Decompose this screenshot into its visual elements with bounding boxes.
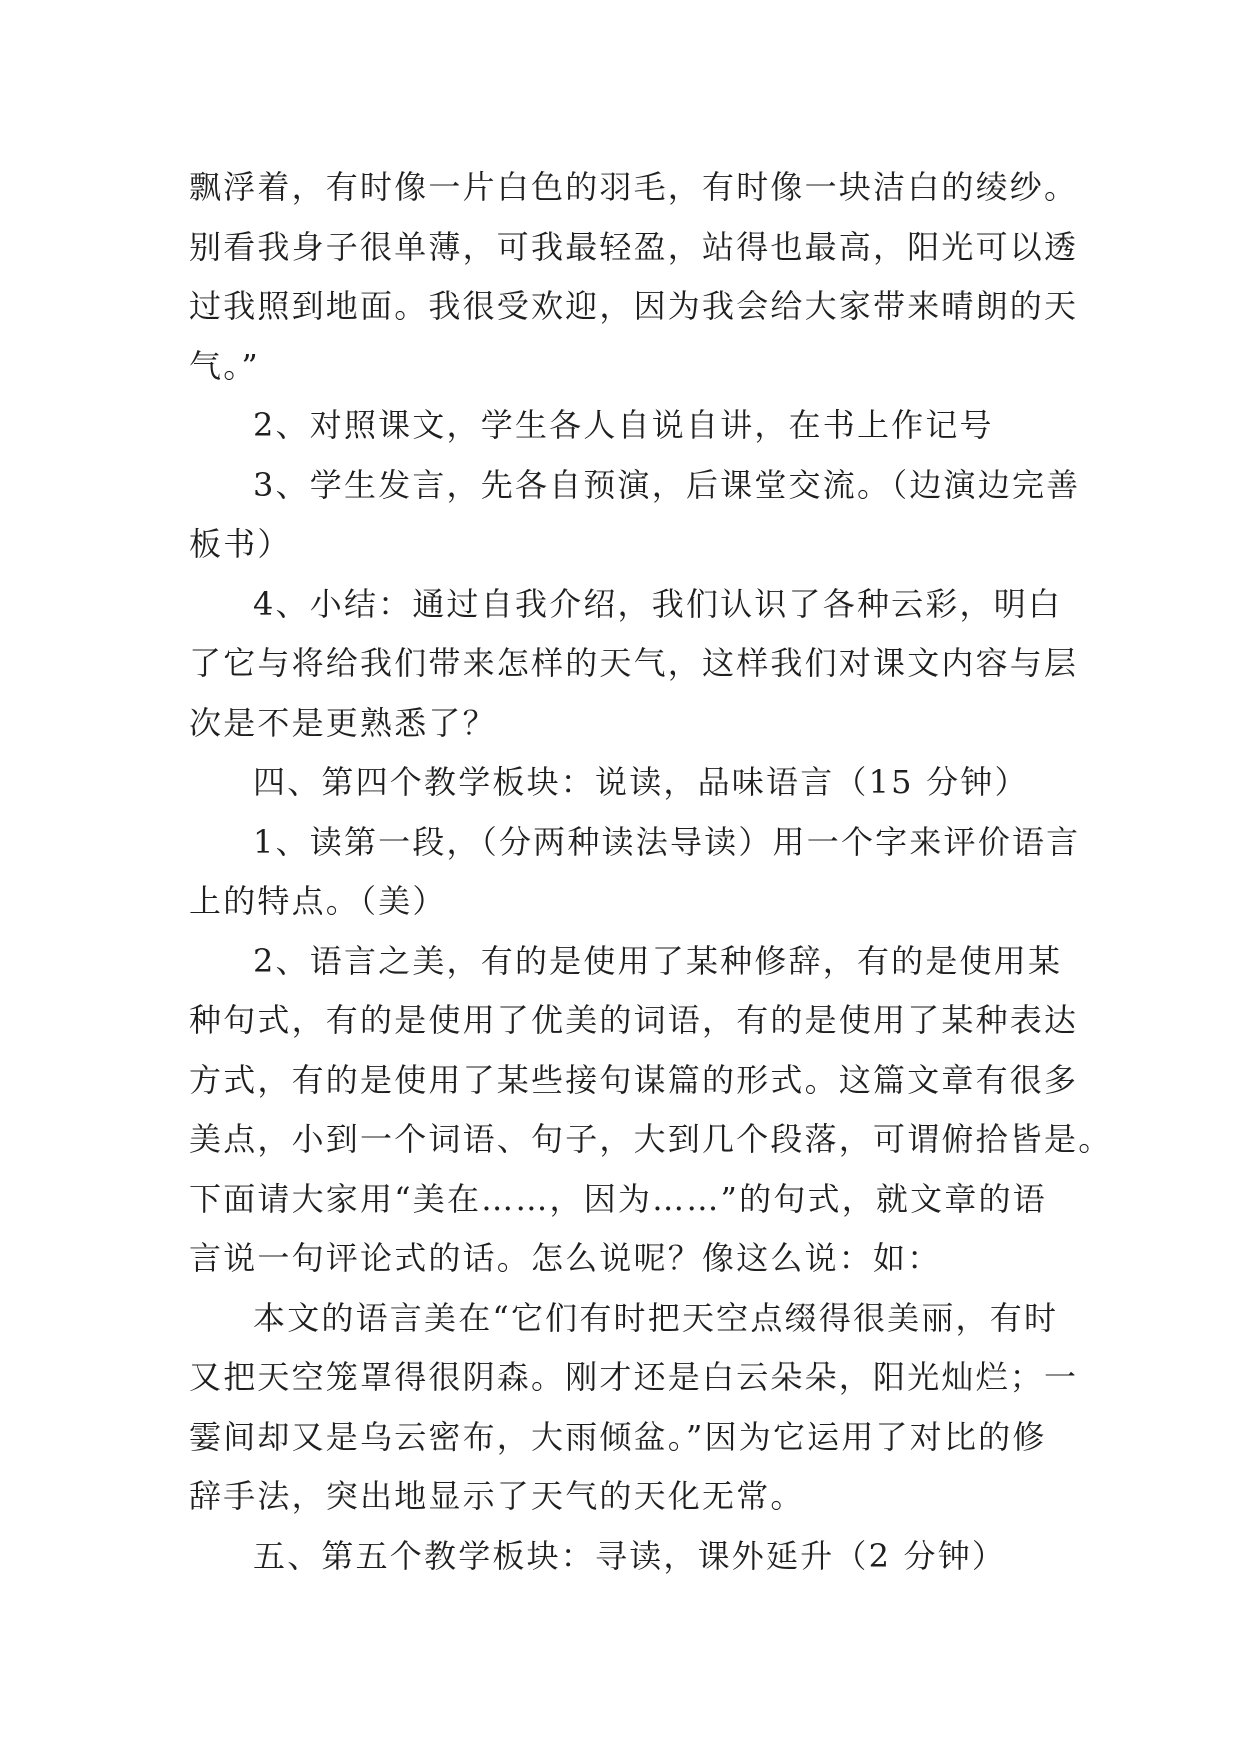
text-line: 次是不是更熟悉了？ [189, 703, 497, 742]
text-line: 了它与将给我们带来怎样的天气，这样我们对课文内容与层 [189, 644, 1079, 682]
document-body [189, 158, 1113, 1586]
text-line: 气。” [189, 346, 260, 385]
text-line: 美点，小到一个词语、句子，大到几个段落，可谓俯拾皆是。 [189, 1120, 1113, 1158]
text-line: 种句式，有的是使用了优美的词语，有的是使用了某种表达 [189, 1001, 1079, 1039]
paragraph [189, 575, 1079, 754]
text-line: 3、学生发言，先各自预演，后课堂交流。（边演边完善 [253, 465, 1081, 504]
section-heading [189, 753, 1069, 813]
text-line: 4、小结：通过自我介绍，我们认识了各种云彩，明白 [253, 584, 1063, 623]
text-line: 霎间却又是乌云密布，大雨倾盆。”因为它运用了对比的修 [189, 1417, 1047, 1456]
paragraph [189, 813, 1081, 932]
text-line: 方式，有的是使用了某些接句谋篇的形式。这篇文章有很多 [189, 1060, 1079, 1099]
text-line: 辞手法，突出地显示了天气的天化无常。 [189, 1477, 805, 1515]
text-line: 2、语言之美，有的是使用了某种修辞，有的是使用某 [253, 941, 1063, 980]
paragraph [189, 456, 1081, 575]
text-line: 飘浮着，有时像一片白色的羽毛，有时像一块洁白的绫纱。 [189, 168, 1079, 206]
text-line: 2、对照课文，学生各人自说自讲，在书上作记号 [253, 406, 994, 444]
text-line: 言说一句评论式的话。怎么说呢？像这么说：如： [189, 1239, 942, 1277]
text-line: 下面请大家用“美在……，因为……”的句式，就文章的语 [189, 1179, 1047, 1218]
paragraph [189, 396, 1069, 456]
text-line: 板书） [189, 525, 292, 563]
text-line: 1、读第一段，（分两种读法导读）用一个字来评价语言 [253, 822, 1081, 861]
section-heading [189, 1527, 1069, 1587]
text-line: 上的特点。（美） [189, 882, 447, 920]
text-line: 本文的语言美在“它们有时把天空点缀得很美丽，有时 [253, 1298, 1059, 1337]
text-line: 别看我身子很单薄，可我最轻盈，站得也最高，阳光可以透 [189, 227, 1079, 266]
paragraph [189, 1289, 1079, 1527]
text-line: 四、第四个教学板块：说读，品味语言（15 分钟） [253, 763, 1029, 801]
text-line: 又把天空笼罩得很阴森。刚才还是白云朵朵，阳光灿烂；一 [189, 1358, 1079, 1396]
paragraph [189, 932, 1113, 1289]
text-line: 五、第五个教学板块：寻读，课外延升（2 分钟） [253, 1536, 1007, 1575]
text-line: 过我照到地面。我很受欢迎，因为我会给大家带来晴朗的天 [189, 287, 1079, 325]
paragraph [189, 158, 1079, 396]
